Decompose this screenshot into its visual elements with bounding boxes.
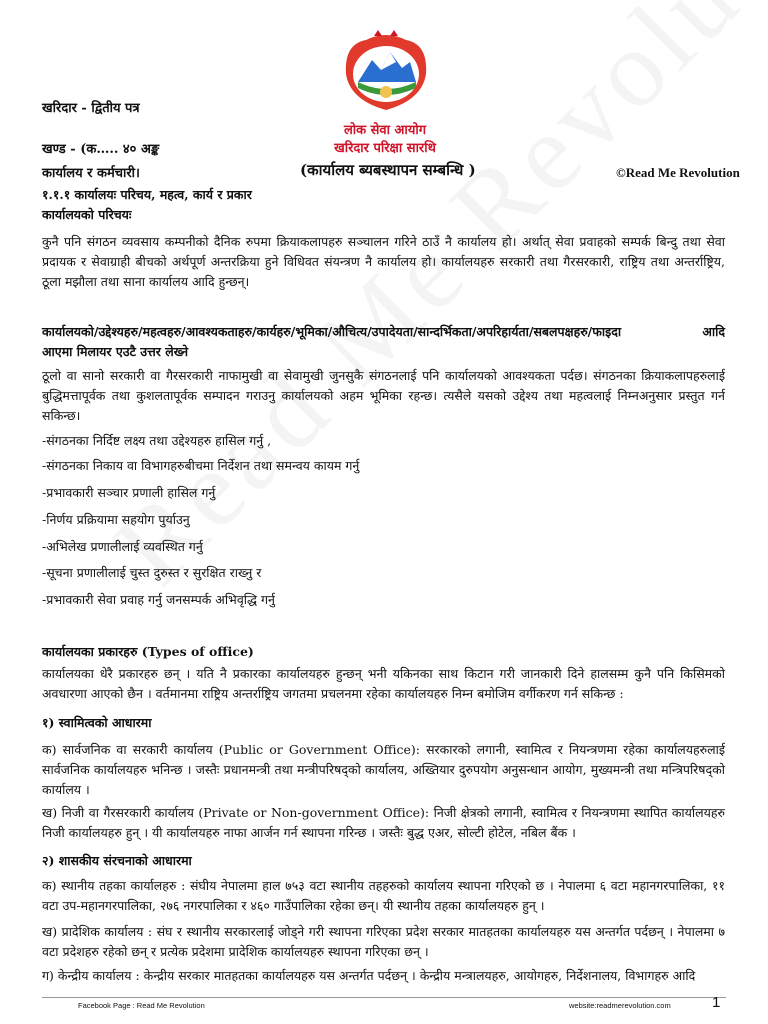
footer-facebook: Facebook Page : Read Me Revolution	[78, 1001, 205, 1010]
page-number: 1	[712, 994, 721, 1011]
question-heading-line2: आएमा मिलायर एउटै उत्तर लेख्ने	[42, 344, 189, 359]
section-title: (कार्यालय ब्यबस्थापन सम्बन्धि )	[300, 161, 476, 179]
governance-heading: २) शासकीय संरचनाको आधारमा	[42, 853, 192, 868]
local-office-paragraph: क) स्थानीय तहका कार्यालहरु : संघीय नेपालमा हाल ७५३ वटा स्थानीय तहहरुको कार्यालय स्थापना गरिएको छ । नेपालमा ६ वटा महानगरपालिका, ११ वटा उप-महानगरपालिका, २७६ नगरपालिका र ४६० गाउँपालिका रहेका छन्। यी स्थानीय तहका कार्यालयहरु हुन् ।	[42, 878, 725, 913]
public-office-paragraph: क) सार्वजनिक वा सरकारी कार्यालय (Public or Government Office): सरकारको लगानी, स्वामित्व र नियन्त्रणमा रहेका कार्यालयहरुलाई सार्वजनिक कार्यालयहरु भनिन्छ । जस्तैः प्रधानमन्त्री तथा मन्त्रीपरिषद्को कार्यालय, अख्तियार दुरुपयोग अनुसन्धान आयोग, मुख्यमन्त्री तथा मन्त्रिपरिषद्को कार्यालय ।	[42, 742, 725, 797]
bullet-item: -सूचना प्रणालीलाई चुस्त दुरुस्त र सुरक्षित राख्नु र	[42, 565, 262, 580]
heading-1-1-1: १.१.१ कार्यालयः परिचय, महत्व, कार्य र प्रकार	[42, 187, 252, 202]
central-office-paragraph: ग) केन्द्रीय कार्यालय : केन्द्रीय सरकार मातहतका कार्यालयहरु यस अन्तर्गत पर्दछन् । केन्द्रीय मन्त्रालयहरु, आयोगहरु, निर्देशनालय, विभागहरु आदि	[42, 968, 696, 983]
paper-label: खरिदार - द्वितीय पत्र	[42, 101, 140, 116]
types-paragraph: कार्यालयका धेरै प्रकारहरु छन् । यति नै प्रकारका कार्यालयहरु हुन्छन् भनी यकिनका साथ किटान गरी जानकारी दिने हालसम्म कुनै पनि किसिमको अवधारणा आएको छैन । वर्तमानमा राष्ट्रिय अन्तर्राष्ट्रिय जगतमा प्रचलनमा रहेका कार्यालयहरु निम्न बमोजिम वर्गीकरण गर्न सकिन्छ :	[42, 666, 725, 701]
footer-website: website:readmerevolution.com	[569, 1001, 671, 1010]
commission-name: लोक सेवा आयोग	[343, 123, 427, 138]
guide-name: खरिदार परिक्षा सारथि	[334, 141, 436, 156]
footer-divider	[42, 997, 726, 998]
bullet-item: -संगठनका निकाय वा विभागहरुबीचमा निर्देशन तथा समन्वय कायम गर्नु	[42, 458, 360, 473]
private-office-paragraph: ख) निजी वा गैरसरकारी कार्यालय (Private or Non-government Office): निजी क्षेत्रको लगानी, स्वामित्व र नियन्त्रणमा स्थापित कार्यालयहरु निजी कार्यालयहरु हुन् । यी कार्यालयहरु नाफा आर्जन गर्न स्थापना गरिन्छ । जस्तैः बुद्ध एअर, सोल्टी होटेल, नबिल बैंक ।	[42, 805, 725, 840]
question-heading-end: आदि	[702, 324, 725, 339]
commission-emblem	[336, 30, 436, 116]
intro-paragraph: कुनै पनि संगठन व्यवसाय कम्पनीको दैनिक रुपमा क्रियाकलापहरु सञ्चालन गरिने ठाउँ नै कार्यालय हो। अर्थात् सेवा प्रवाहको सम्पर्क बिन्दु तथा सेवा प्रदायक र सेवाग्राही बीचको अर्थपूर्ण अन्तरक्रिया हुने विधिवत संयन्त्रण नै कार्यालय हो। कार्यालयहरु सरकारी तथा गैरसरकारी, राष्ट्रिय तथा अन्तर्राष्ट्रिय, ठूला मझौला तथा साना कार्यालय आदि हुन्छन्।	[42, 234, 725, 289]
copyright: ©Read Me Revolution	[616, 165, 740, 180]
intro-heading: कार्यालयको परिचयः	[42, 207, 132, 222]
bullet-item: -प्रभावकारी सञ्चार प्रणाली हासिल गर्नु	[42, 485, 216, 500]
ownership-heading: १) स्वामित्वको आधारमा	[42, 715, 152, 730]
bullet-item: -प्रभावकारी सेवा प्रवाह गर्नु जनसम्पर्क अभिवृद्धि गर्नु	[42, 592, 275, 607]
purpose-paragraph: ठूलो वा सानो सरकारी वा गैरसरकारी नाफामुखी वा सेवामुखी जुनसुकै संगठनलाई पनि कार्यालयको आवश्यकता पर्दछ। संगठनका क्रियाकलापहरुलाई बुद्धिमत्तापूर्वक तथा कुशलतापूर्वक सम्पादन गराउनु कार्यालयको अहम भूमिका रहन्छ। त्यसैले यसको उद्देश्य तथा महत्वलाई निम्नअनुसार प्रस्तुत गर्न सकिन्छ।	[42, 368, 725, 423]
bullet-item: -संगठनका निर्दिष्ट लक्ष्य तथा उद्देश्यहरु हासिल गर्नु ,	[42, 433, 272, 448]
provincial-office-paragraph: ख) प्रादेशिक कार्यालय : संघ र स्थानीय सरकारलाई जोड्ने गरी स्थापना गरिएका प्रदेश सरकार मातहतका कार्यालयहरु यस अन्तर्गत पर्दछन् । नेपालमा ७ वटा प्रदेशहरु रहेको छन् र प्रत्येक प्रदेशमा प्रादेशिक कार्यालयहरु स्थापना गरिएका छन् ।	[42, 924, 725, 959]
topic-label: कार्यालय र कर्मचारी।	[42, 166, 140, 181]
question-heading	[42, 322, 725, 342]
section-label: खण्ड - (क….. ४० अङ्क	[42, 142, 160, 157]
bullet-item: -निर्णय प्रक्रियामा सहयोग पुर्याउनु	[42, 512, 190, 527]
question-heading-main: कार्यालयको/उद्देश्यहरु/महत्वहरु/आवश्यकताहरु/कार्यहरु/भूमिका/औचित्य/उपादेयता/सान्दर्भिकता/अपरिहार्यता/सबलपक्षहरु/फाइदा	[42, 324, 622, 339]
bullet-item: -अभिलेख प्रणालीलाई व्यवस्थित गर्नु	[42, 539, 203, 554]
types-heading: कार्यालयका प्रकारहरु (Types of office)	[42, 644, 254, 659]
